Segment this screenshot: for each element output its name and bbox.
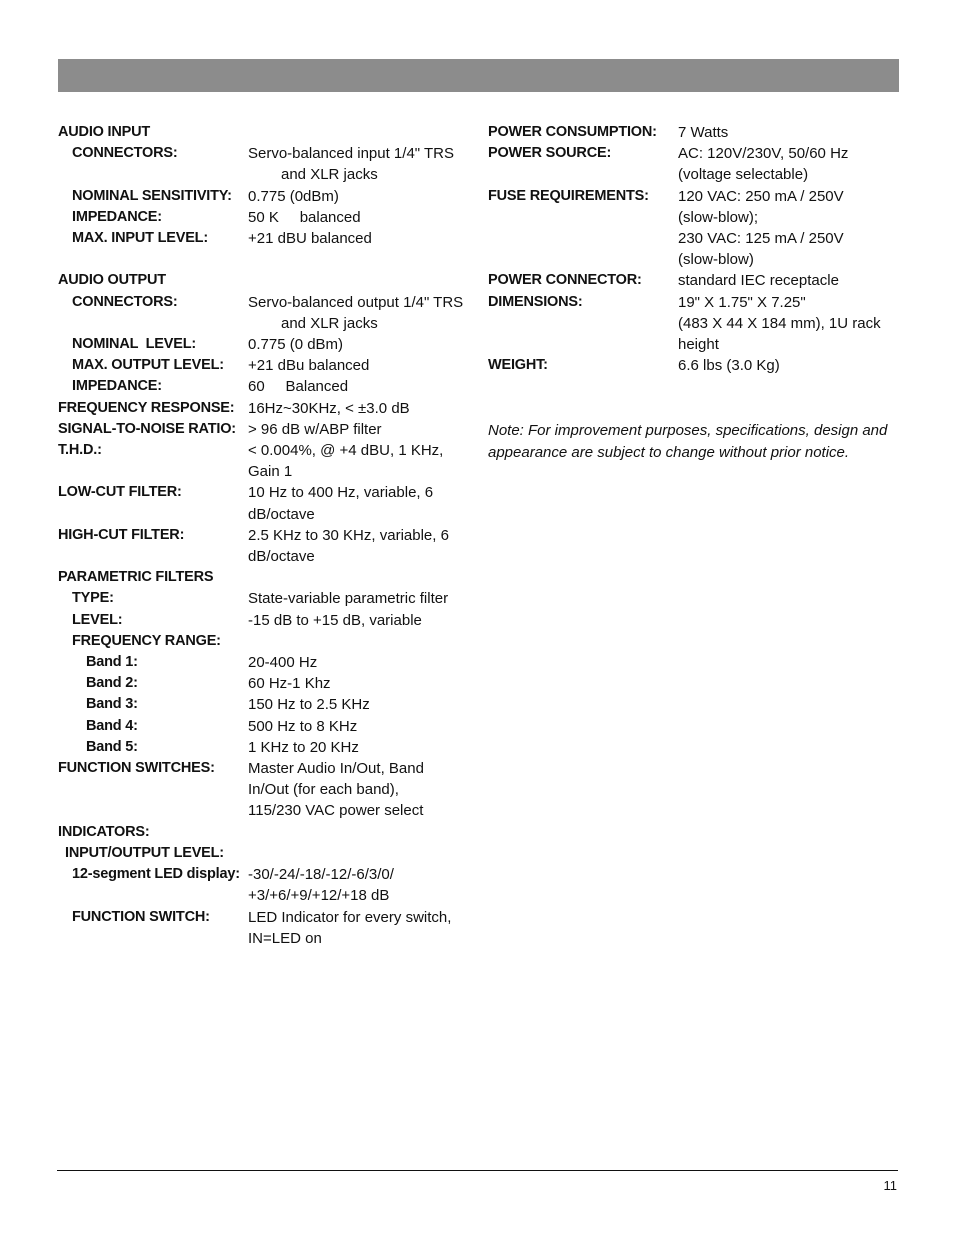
spec-value: AC: 120V/230V, 50/60 Hz [678,145,849,163]
spec-value: Gain 1 [248,463,293,481]
spec-value: 115/230 VAC power select [248,802,424,820]
spec-value: In/Out (for each band), [248,781,399,799]
spec-row-frequency-range [58,631,470,652]
spec-value: 7 Watts [678,124,729,141]
spec-value: 6.6 lbs (3.0 Kg) [678,357,780,375]
spec-row-filter-type [58,588,470,609]
spec-value: 16Hz~30KHz, < ±3.0 dB [248,399,410,417]
spec-label: MAX. INPUT LEVEL: [72,230,208,247]
spec-value: < 0.004%, @ +4 dBU, 1 KHz, [248,442,444,460]
spec-value: 500 Hz to 8 KHz [248,717,358,735]
header-bar [58,59,899,92]
spec-value: LED Indicator for every switch, [248,908,452,926]
spec-label: LEVEL: [72,611,123,628]
spec-label: FREQUENCY RANGE: [72,632,221,649]
spec-label: POWER CONSUMPTION: [488,124,657,140]
spec-label: MAX. OUTPUT LEVEL: [72,357,224,374]
spec-value: IN=LED on [248,929,322,947]
spec-row-input-connectors [58,143,470,185]
spec-value: +3/+6/+9/+12/+18 dB [248,887,390,905]
spec-label: 12-segment LED display: [72,866,240,883]
spec-row-input-impedance [58,207,470,228]
spec-row-max-input-level [58,228,470,249]
spec-label: IMPEDANCE: [72,378,162,395]
spec-value: 10 Hz to 400 Hz, variable, 6 [248,484,434,502]
spec-row-audio-input [58,122,470,143]
spec-value: dB/octave [248,548,315,566]
spec-row-indicators [58,822,470,843]
spec-row-power-source [488,143,900,185]
spec-value: and XLR jacks [281,166,378,184]
spec-value: 120 VAC: 250 mA / 250V [678,187,844,205]
spec-row-output-impedance [58,376,470,397]
page-number: 11 [883,1178,897,1193]
spec-row-band-5 [58,737,470,758]
spec-label: PARAMETRIC FILTERS [58,569,214,586]
spec-label: T.H.D.: [58,442,102,459]
spec-value: 20-400 Hz [248,654,318,672]
spec-value: 60 Balanced [248,378,349,396]
footer-rule [57,1170,898,1171]
spec-label: NOMINAL SENSITIVITY: [72,187,232,204]
spec-value: 50 K balanced [248,208,361,226]
spec-value: +21 dBu balanced [248,357,370,375]
disclaimer-note: Note: For improvement purposes, specifications, design and appearance are subject to change without prior notice. [488,422,888,461]
spec-label: FUNCTION SWITCHES: [58,760,215,777]
spec-label: INPUT/OUTPUT LEVEL: [65,844,224,861]
spec-value: 150 Hz to 2.5 KHz [248,696,370,714]
spec-label: CONNECTORS: [72,293,178,310]
spec-column-right [488,122,900,376]
spec-row-io-level [58,843,470,864]
spec-row-filter-level [58,610,470,631]
spec-value: and XLR jacks [281,314,378,332]
spec-label: Band 3: [86,696,138,713]
spec-value: -30/-24/-18/-12/-6/3/0/ [248,866,394,884]
spec-label: FUSE REQUIREMENTS: [488,187,649,204]
spec-value: 0.775 (0 dBm) [248,336,344,354]
spec-label: FUNCTION SWITCH: [72,908,210,925]
spec-value: Servo-balanced input 1/4" TRS [248,145,455,163]
spec-value: 2.5 KHz to 30 KHz, variable, 6 [248,526,449,544]
spec-value: > 96 dB w/ABP filter [248,420,382,438]
spec-row-band-2 [58,673,470,694]
spec-column-left [58,122,470,949]
spec-row-band-3 [58,694,470,715]
spec-label: DIMENSIONS: [488,293,583,310]
spec-row-band-1 [58,652,470,673]
spec-value: -15 dB to +15 dB, variable [248,611,422,629]
spec-value: Servo-balanced output 1/4" TRS [248,293,464,311]
spec-row-max-output-level [58,355,470,376]
spec-label: Band 1: [86,654,138,671]
spec-row-power-consumption [488,122,900,143]
spec-row-audio-output [58,270,470,291]
spec-row-thd [58,440,470,482]
spec-row-nominal-level [58,334,470,355]
spec-row-parametric-filters [58,567,470,588]
spec-value: standard IEC receptacle [678,272,839,290]
spec-label: HIGH-CUT FILTER: [58,526,185,543]
spec-value: (slow-blow) [678,251,754,269]
spec-label: CONNECTORS: [72,145,178,162]
spec-row-function-switches [58,758,470,822]
spec-label: TYPE: [72,590,114,607]
spec-row-output-connectors [58,292,470,334]
spec-value: 0.775 (0dBm) [248,187,339,205]
spec-value: State-variable parametric filter [248,590,449,608]
spec-value: dB/octave [248,505,315,523]
spec-row-nominal-sensitivity [58,186,470,207]
spec-row-low-cut-filter [58,482,470,524]
spec-label: LOW-CUT FILTER: [58,484,182,501]
spec-label: POWER CONNECTOR: [488,272,642,289]
spec-value: (483 X 44 X 184 mm), 1U rack [678,314,881,332]
spec-value: (slow-blow); [678,208,759,226]
spec-label: IMPEDANCE: [72,208,162,225]
spec-row-weight [488,355,900,376]
spec-label: Band 5: [86,738,138,755]
spec-label: Band 4: [86,717,138,734]
spec-label: INDICATORS: [58,823,150,840]
spec-row-function-switch [58,907,470,949]
spec-row-power-connector [488,270,900,291]
spec-value: 19" X 1.75" X 7.25" [678,293,806,311]
spec-row-snr [58,419,470,440]
spec-label: Band 2: [86,675,138,692]
spec-label: POWER SOURCE: [488,145,612,162]
spec-value: (voltage selectable) [678,166,809,184]
spec-label: SIGNAL-TO-NOISE RATIO: [58,420,236,437]
spec-value: 230 VAC: 125 mA / 250V [678,230,844,248]
spec-label: WEIGHT: [488,357,548,374]
spec-value: +21 dBU balanced [248,230,372,248]
spec-label: AUDIO INPUT [58,124,151,140]
spec-row-dimensions [488,292,900,356]
spec-value: 60 Hz-1 Khz [248,675,331,693]
spec-row-fuse-requirements [488,186,900,271]
spec-row-band-4 [58,716,470,737]
spec-row-frequency-response [58,398,470,419]
spec-label: AUDIO OUTPUT [58,272,166,289]
spec-label: FREQUENCY RESPONSE: [58,399,235,416]
spec-label: NOMINAL LEVEL: [72,336,197,353]
spec-value: height [678,336,719,354]
spec-value: Master Audio In/Out, Band [248,760,424,778]
spec-row-led-display [58,864,470,906]
spec-row-high-cut-filter [58,525,470,567]
spec-value: 1 KHz to 20 KHz [248,738,359,756]
